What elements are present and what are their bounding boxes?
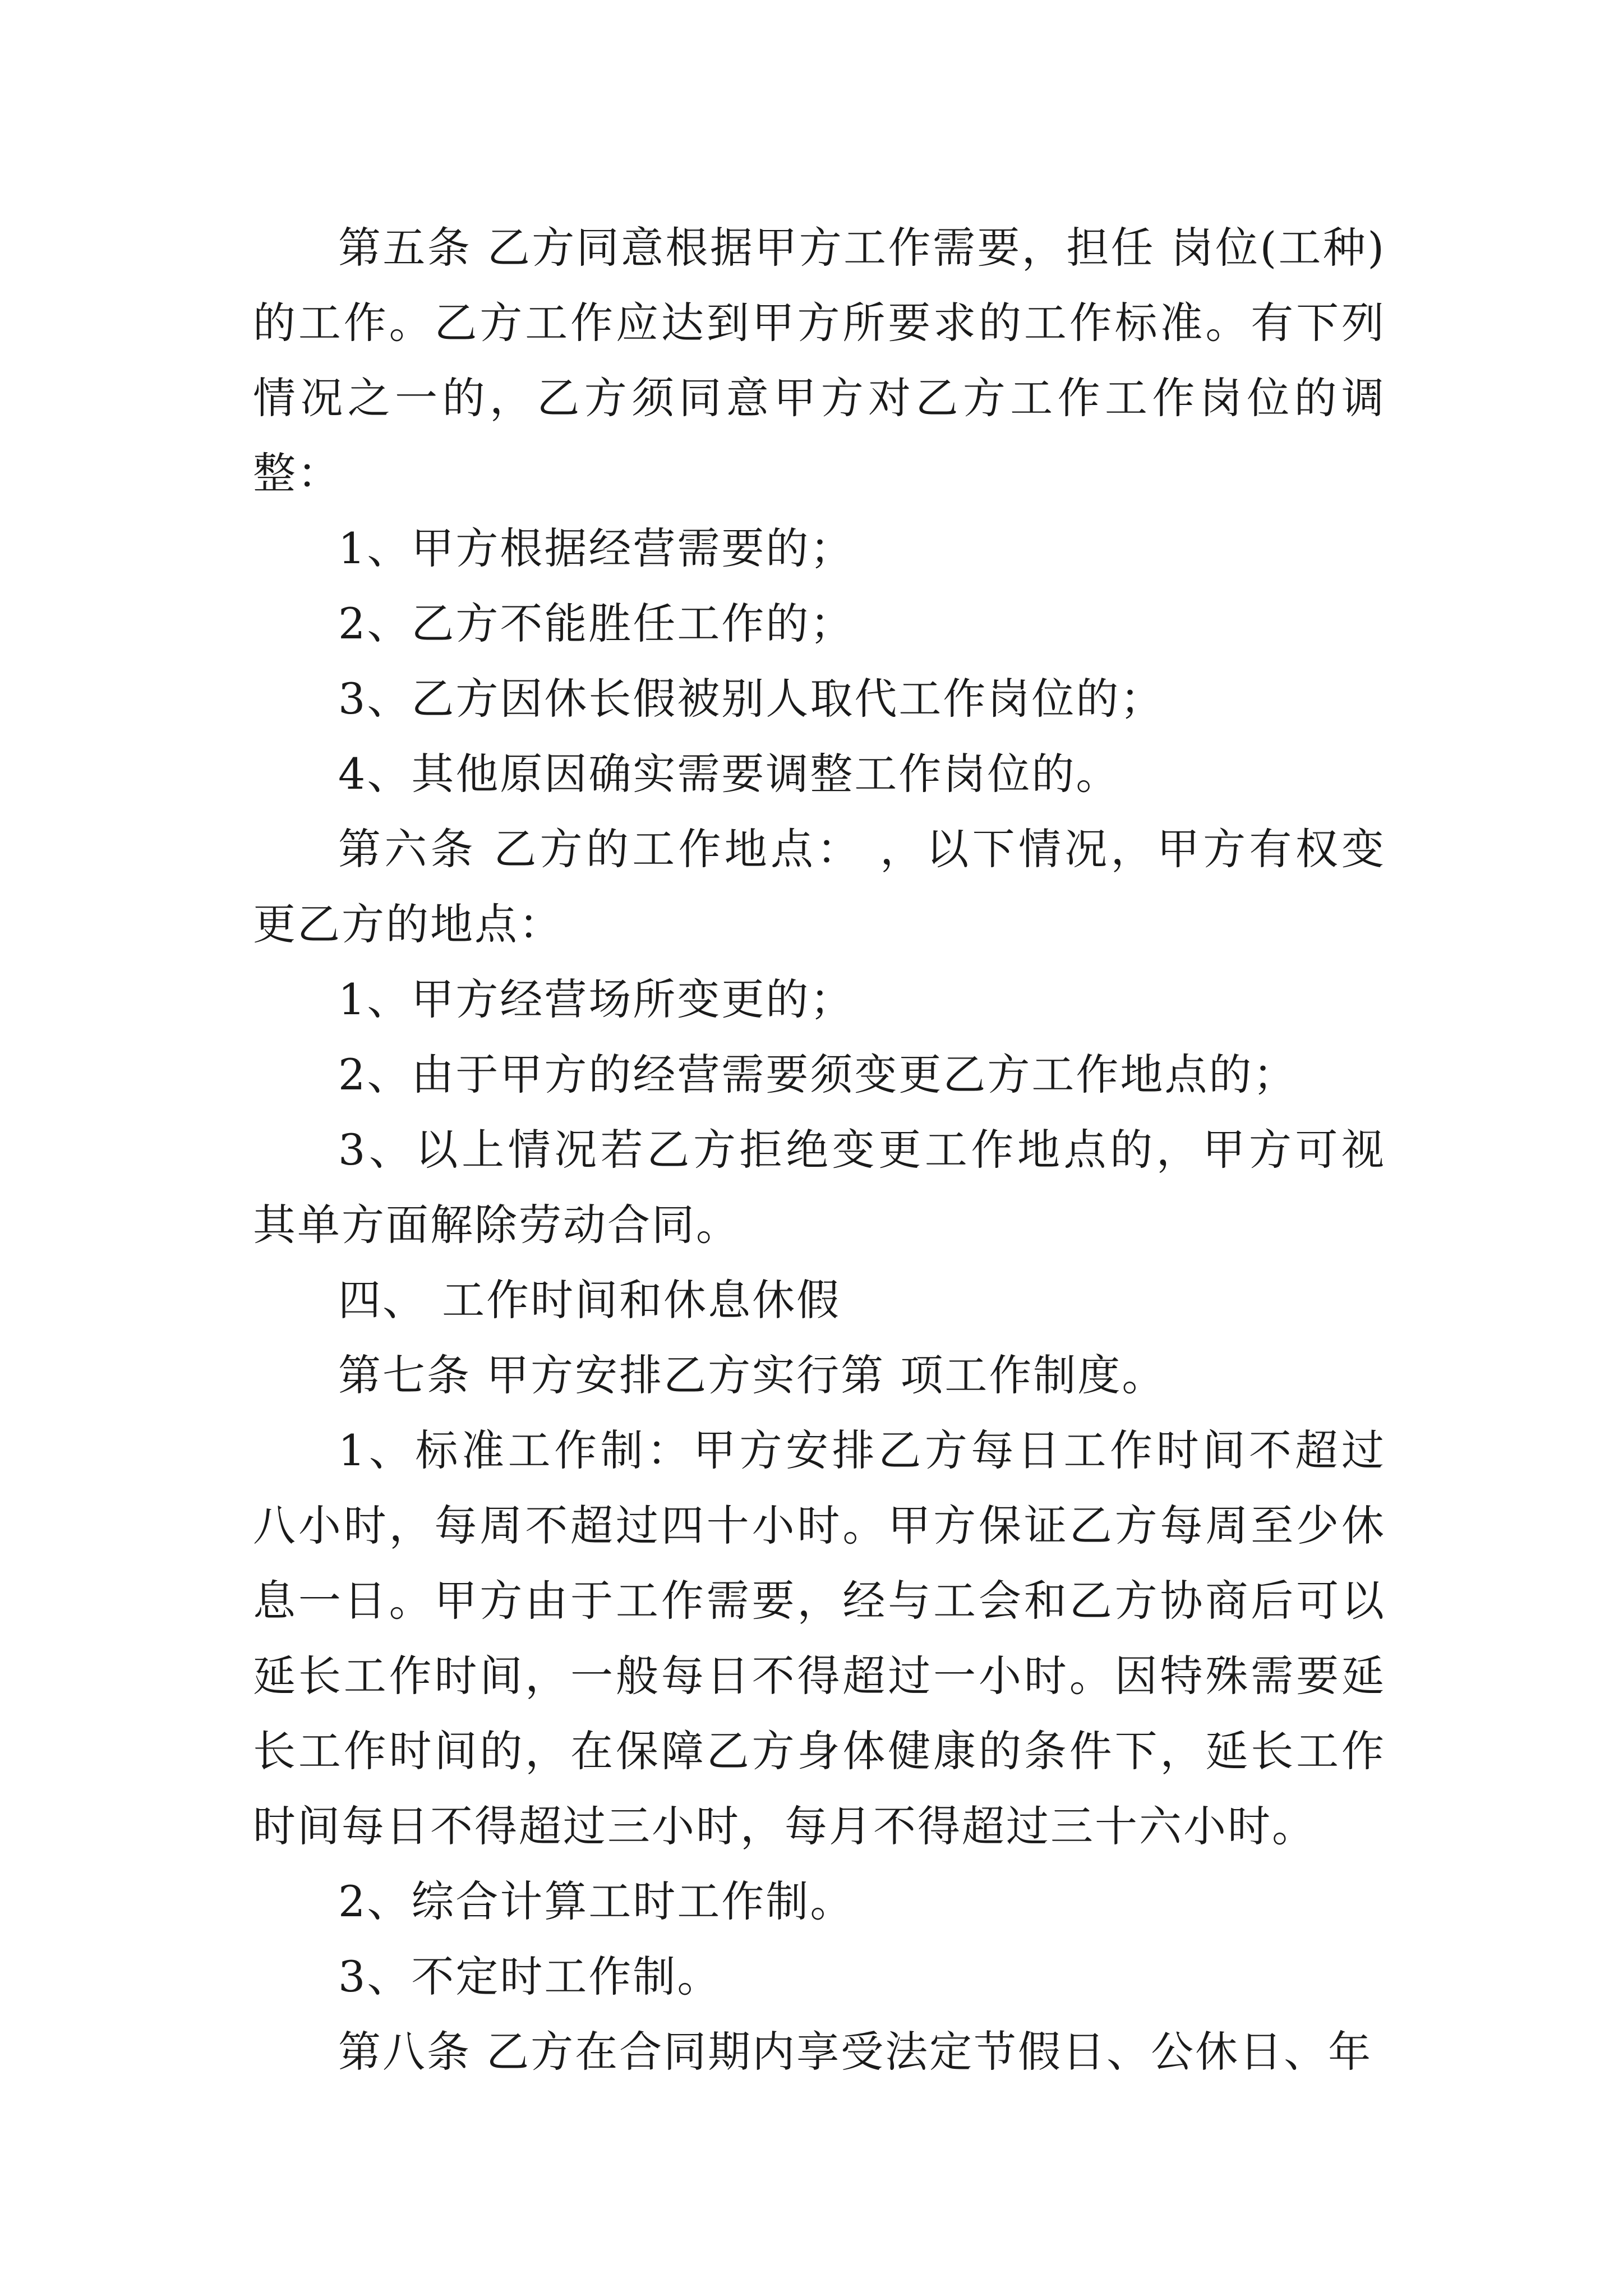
clause-8-paragraph: 第八条 乙方在合同期内享受法定节假日、公休日、年 [338,2027,1373,2077]
clause-5-item-2: 2、乙方不能胜任工作的； [338,599,855,648]
clause-6-paragraph: 第六条 乙方的工作地点： ，以下情况，甲方有权变更乙方的地点： [253,824,1386,949]
document-body [253,210,1386,2090]
clause-5-item-3: 3、乙方因休长假被别人取代工作岗位的； [338,674,1165,724]
clause-6-item-3: 3、以上情况若乙方拒绝变更工作地点的，甲方可视其单方面解除劳动合同。 [253,1125,1386,1250]
clause-5-item-1: 1、甲方根据经营需要的； [338,523,855,573]
clause-7-paragraph: 第七条 甲方安排乙方实行第 项工作制度。 [338,1350,1166,1400]
clause-7-item-3: 3、不定时工作制。 [338,1952,722,2001]
clause-6-item-2: 2、由于甲方的经营需要须变更乙方工作地点的； [338,1050,1298,1099]
clause-6-item-1: 1、甲方经营场所变更的； [338,974,855,1024]
clause-7-item-2: 2、综合计算工时工作制。 [338,1876,855,1926]
clause-7-item-1: 1、标准工作制：甲方安排乙方每日工作时间不超过八小时，每周不超过四十小时。甲方保证乙方每周至少休息一日。甲方由于工作需要，经与工会和乙方协商后可以延长工作时间，一般每日不得超过一小时。因特殊需要延长工作时间的，在保障乙方身体健康的条件下，延长工作时间每日不得超过三小时，每月不得超过三十六小时。 [253,1425,1386,1851]
clause-5-paragraph: 第五条 乙方同意根据甲方工作需要，担任 岗位(工种)的工作。乙方工作应达到甲方所要求的工作标准。有下列情况之一的，乙方须同意甲方对乙方工作工作岗位的调整： [253,223,1386,498]
clause-5-item-4: 4、其他原因确实需要调整工作岗位的。 [338,749,1121,799]
section-4-heading: 四、 工作时间和休息休假 [338,1275,841,1325]
